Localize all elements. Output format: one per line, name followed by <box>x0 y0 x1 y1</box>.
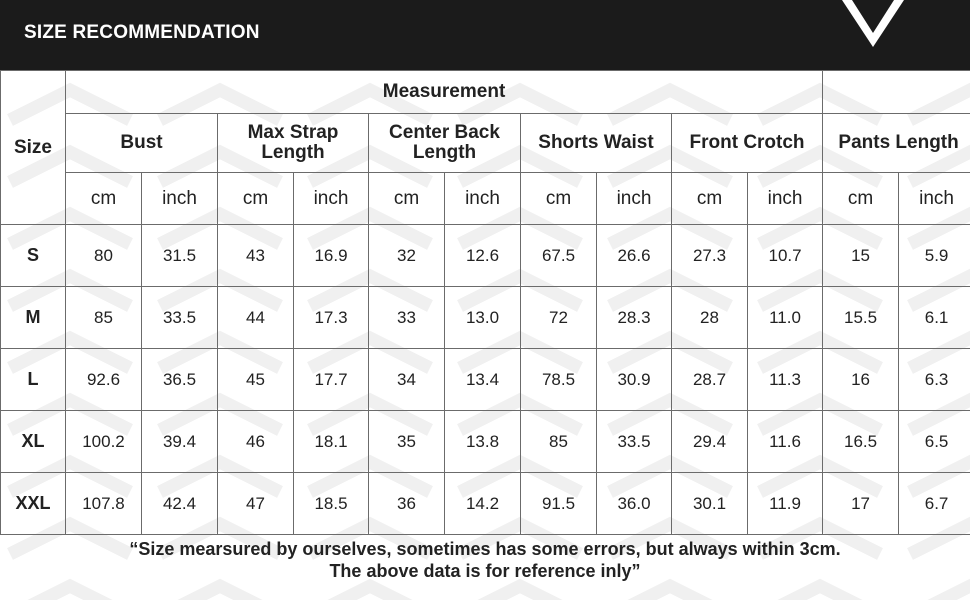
measurement-value: 36.0 <box>597 473 672 535</box>
group-header: Shorts Waist <box>521 114 672 173</box>
measurement-value: 72 <box>521 287 597 349</box>
measurement-value: 28.7 <box>672 349 748 411</box>
measurement-value: 11.3 <box>748 349 823 411</box>
measurement-value: 28 <box>672 287 748 349</box>
measurement-value: 36 <box>369 473 445 535</box>
table-row <box>1 349 970 411</box>
measurement-value: 11.0 <box>748 287 823 349</box>
measurement-value: 11.6 <box>748 411 823 473</box>
unit-header: inch <box>748 173 823 225</box>
unit-header: inch <box>142 173 218 225</box>
measurement-value: 42.4 <box>142 473 218 535</box>
measurement-value: 92.6 <box>66 349 142 411</box>
measurement-value: 14.2 <box>445 473 521 535</box>
measurement-value: 91.5 <box>521 473 597 535</box>
measurement-value: 67.5 <box>521 225 597 287</box>
measurement-value: 43 <box>218 225 294 287</box>
size-label: XXL <box>1 473 66 535</box>
table-row <box>1 287 970 349</box>
measurement-value: 18.1 <box>294 411 369 473</box>
footnote-line-2: The above data is for reference inly” <box>329 561 641 581</box>
size-chart-table <box>0 70 970 535</box>
measurement-value: 30.1 <box>672 473 748 535</box>
measurement-value: 80 <box>66 225 142 287</box>
measurement-value: 100.2 <box>66 411 142 473</box>
measurement-value: 6.5 <box>899 411 970 473</box>
unit-header: cm <box>369 173 445 225</box>
measurement-value: 33.5 <box>142 287 218 349</box>
measurement-value: 10.7 <box>748 225 823 287</box>
unit-header: inch <box>294 173 369 225</box>
measurement-value: 12.6 <box>445 225 521 287</box>
measurement-value: 15 <box>823 225 899 287</box>
measurement-value: 46 <box>218 411 294 473</box>
measurement-value: 35 <box>369 411 445 473</box>
measurement-value: 6.1 <box>899 287 970 349</box>
size-label: L <box>1 349 66 411</box>
unit-header: cm <box>218 173 294 225</box>
notch-decoration-icon <box>842 0 904 48</box>
measurement-value: 13.4 <box>445 349 521 411</box>
measurement-value: 6.7 <box>899 473 970 535</box>
measurement-value: 13.8 <box>445 411 521 473</box>
table-row <box>1 225 970 287</box>
group-header: Max Strap Length <box>218 114 369 173</box>
header-bar <box>0 0 970 70</box>
measurement-value: 30.9 <box>597 349 672 411</box>
measurement-value: 27.3 <box>672 225 748 287</box>
measurement-value: 31.5 <box>142 225 218 287</box>
measurement-value: 34 <box>369 349 445 411</box>
measurement-value: 17 <box>823 473 899 535</box>
size-label: XL <box>1 411 66 473</box>
group-header: Center Back Length <box>369 114 521 173</box>
measurement-value: 85 <box>521 411 597 473</box>
footnote <box>0 538 970 582</box>
group-header: Pants Length <box>823 114 970 173</box>
measurement-value: 33 <box>369 287 445 349</box>
measurement-value: 16.5 <box>823 411 899 473</box>
unit-header: cm <box>823 173 899 225</box>
table-row <box>1 411 970 473</box>
measurement-value: 11.9 <box>748 473 823 535</box>
measurement-header: Measurement <box>66 71 823 114</box>
measurement-value: 39.4 <box>142 411 218 473</box>
measurement-value: 45 <box>218 349 294 411</box>
measurement-value: 16 <box>823 349 899 411</box>
measurement-value: 15.5 <box>823 287 899 349</box>
group-header: Bust <box>66 114 218 173</box>
measurement-value: 28.3 <box>597 287 672 349</box>
measurement-value: 17.3 <box>294 287 369 349</box>
measurement-value: 16.9 <box>294 225 369 287</box>
unit-header: cm <box>66 173 142 225</box>
measurement-value: 85 <box>66 287 142 349</box>
measurement-value: 18.5 <box>294 473 369 535</box>
empty-header-cell <box>823 71 970 114</box>
group-header: Front Crotch <box>672 114 823 173</box>
unit-header: inch <box>445 173 521 225</box>
measurement-value: 17.7 <box>294 349 369 411</box>
size-label: S <box>1 225 66 287</box>
size-header: Size <box>1 71 66 225</box>
measurement-value: 78.5 <box>521 349 597 411</box>
table-row <box>1 473 970 535</box>
measurement-value: 5.9 <box>899 225 970 287</box>
measurement-value: 33.5 <box>597 411 672 473</box>
measurement-value: 26.6 <box>597 225 672 287</box>
measurement-value: 13.0 <box>445 287 521 349</box>
measurement-value: 44 <box>218 287 294 349</box>
measurement-value: 32 <box>369 225 445 287</box>
measurement-value: 29.4 <box>672 411 748 473</box>
unit-header: inch <box>597 173 672 225</box>
page-title: SIZE RECOMMENDATION <box>24 22 260 43</box>
measurement-value: 36.5 <box>142 349 218 411</box>
measurement-value: 47 <box>218 473 294 535</box>
unit-header: inch <box>899 173 970 225</box>
measurement-value: 6.3 <box>899 349 970 411</box>
size-label: M <box>1 287 66 349</box>
unit-header: cm <box>672 173 748 225</box>
unit-header: cm <box>521 173 597 225</box>
footnote-line-1: “Size mearsured by ourselves, sometimes has some errors, but always within 3cm. <box>129 539 841 559</box>
measurement-value: 107.8 <box>66 473 142 535</box>
